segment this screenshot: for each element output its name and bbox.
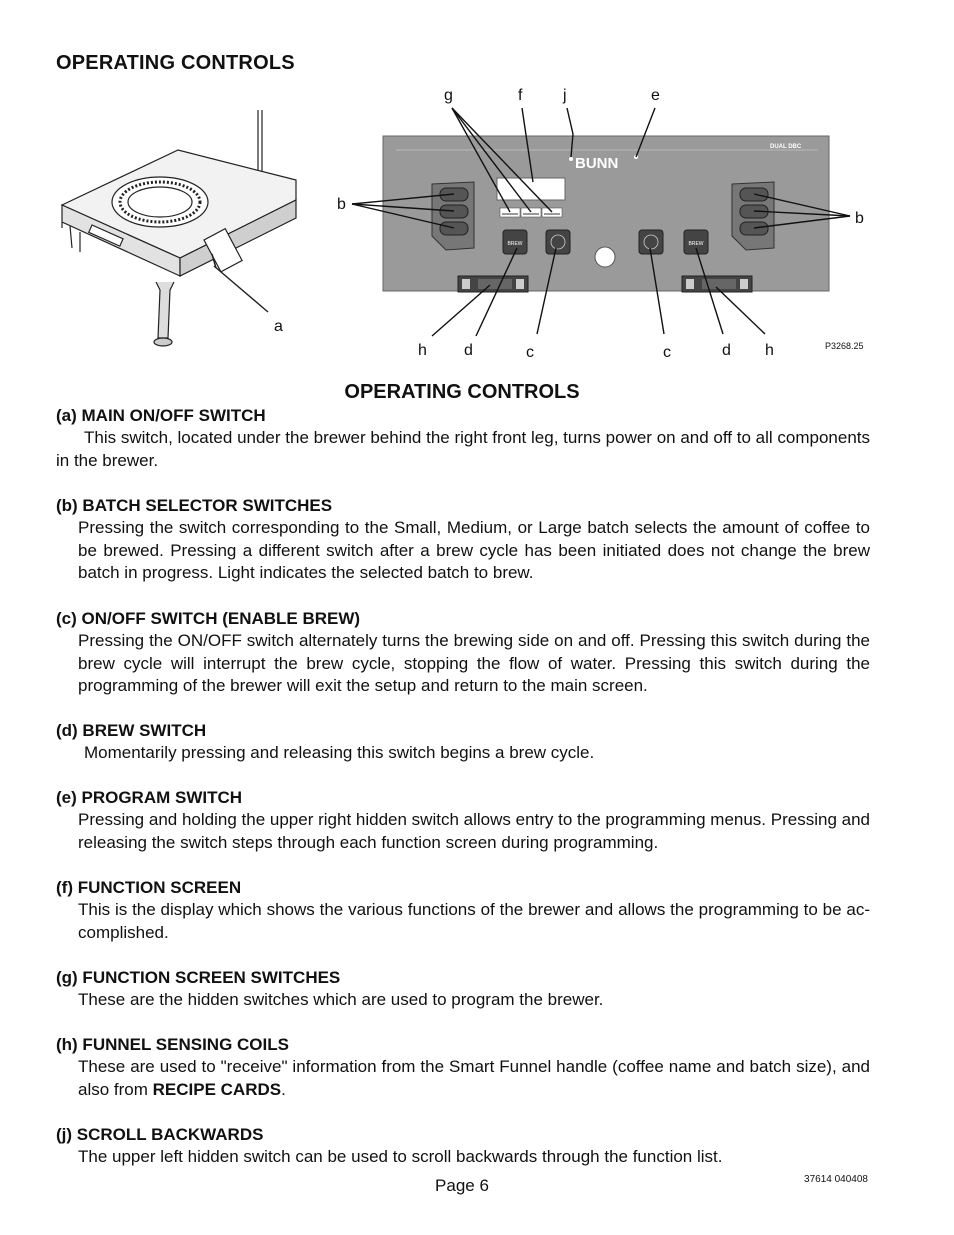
- right-funnel-coil: [682, 276, 752, 292]
- section-onoff-switch: [56, 608, 870, 698]
- callout-h-left: h: [418, 342, 427, 359]
- section-title: (a) MAIN ON/OFF SWITCH: [56, 406, 266, 425]
- callout-b-left: b: [337, 196, 346, 213]
- callout-c-right: c: [663, 344, 671, 361]
- section-body: These are the hidden switches which are used to program the brewer.: [78, 990, 604, 1009]
- section-title: (c) ON/OFF SWITCH (ENABLE BREW): [56, 609, 361, 628]
- panel-model: DUAL DBC: [770, 144, 802, 150]
- recipe-cards-text: RECIPE CARDS: [152, 1079, 282, 1099]
- operating-controls-figure: [0, 75, 954, 375]
- section-heading: OPERATING CONTROLS: [344, 381, 580, 403]
- section-title: (h) FUNNEL SENSING COILS: [56, 1035, 289, 1054]
- document-number: 37614 040408: [804, 1174, 868, 1185]
- section-function-screen: [56, 877, 870, 944]
- callout-g: g: [444, 87, 453, 104]
- section-title: (f) FUNCTION SCREEN: [56, 878, 242, 897]
- section-body: The upper left hidden switch can be used to scroll backwards through the function list.: [78, 1147, 723, 1166]
- left-batch-selector: [432, 182, 474, 250]
- callout-h-right: h: [765, 342, 774, 359]
- section-program-switch: [56, 787, 870, 854]
- section-body: Momentarily pressing and releasing this switch begins a brew cycle.: [84, 743, 595, 762]
- section-title: (d) BREW SWITCH: [56, 721, 207, 740]
- section-brew-switch: [56, 720, 870, 765]
- section-body: Pressing and holding the upper right hidden switch allows entry to the programming menus. Pressing and releasing the switch steps through each function screen during programming.: [78, 810, 870, 852]
- section-body: This switch, located under the brewer behind the right front leg, turns power on and off to all components in the brewer.: [56, 428, 870, 470]
- section-body-text: These are used to "receive" information from the Smart Funnel handle (coffee name and batch size), and also from: [78, 1057, 870, 1099]
- callout-c-left: c: [526, 344, 534, 361]
- section-body: Pressing the switch corresponding to the Small, Medium, or Large batch selects the amount of coffee to be brewed. Pressing a different switch after a brew cycle has been initiated does not change the brew batch in progress. Light indicates the selected batch to brew.: [78, 518, 870, 582]
- section-body: [56, 1056, 870, 1101]
- callout-a: a: [274, 318, 283, 335]
- right-batch-selector: [732, 182, 774, 250]
- section-title: (j) SCROLL BACKWARDS: [56, 1125, 264, 1144]
- section-function-switches: [56, 967, 870, 1012]
- panel-brand: BUNN: [575, 155, 619, 172]
- page-title: OPERATING CONTROLS: [56, 52, 295, 74]
- left-brew-button: [503, 230, 527, 254]
- brewer-base-illustration: [62, 110, 296, 346]
- page-number: Page 6: [435, 1176, 489, 1195]
- section-batch-selector: [56, 495, 870, 585]
- callout-j: j: [563, 87, 567, 104]
- brew-button-label: BREW: [688, 241, 704, 247]
- callout-f: f: [518, 87, 523, 104]
- left-funnel-coil: [458, 276, 528, 292]
- section-body: This is the display which shows the various functions of the brewer and allows the programming to be ac-complished.: [78, 900, 870, 942]
- section-funnel-coils: [56, 1034, 870, 1101]
- callout-d-right: d: [722, 342, 731, 359]
- section-scroll-backwards: [56, 1124, 870, 1169]
- section-body: Pressing the ON/OFF switch alternately turns the brewing side on and off. Pressing this switch during the brew cycle will interrupt the brew cycle, stopping the flow of water. Pressing this switch during the programming of the brewer will exit the setup and return to the main screen.: [78, 631, 870, 695]
- section-title: (e) PROGRAM SWITCH: [56, 788, 243, 807]
- figure-id: P3268.25: [825, 341, 864, 351]
- callout-e: e: [651, 87, 660, 104]
- brew-button-label: BREW: [507, 241, 523, 247]
- section-title: (g) FUNCTION SCREEN SWITCHES: [56, 968, 341, 987]
- section-title: (b) BATCH SELECTOR SWITCHES: [56, 496, 333, 515]
- control-panel: [383, 136, 829, 292]
- section-main-switch: [56, 405, 870, 472]
- left-onoff-button: [546, 230, 570, 254]
- right-brew-button: [684, 230, 708, 254]
- section-body-end: .: [281, 1079, 286, 1099]
- callout-b-right: b: [855, 210, 864, 227]
- callout-d-left: d: [464, 342, 473, 359]
